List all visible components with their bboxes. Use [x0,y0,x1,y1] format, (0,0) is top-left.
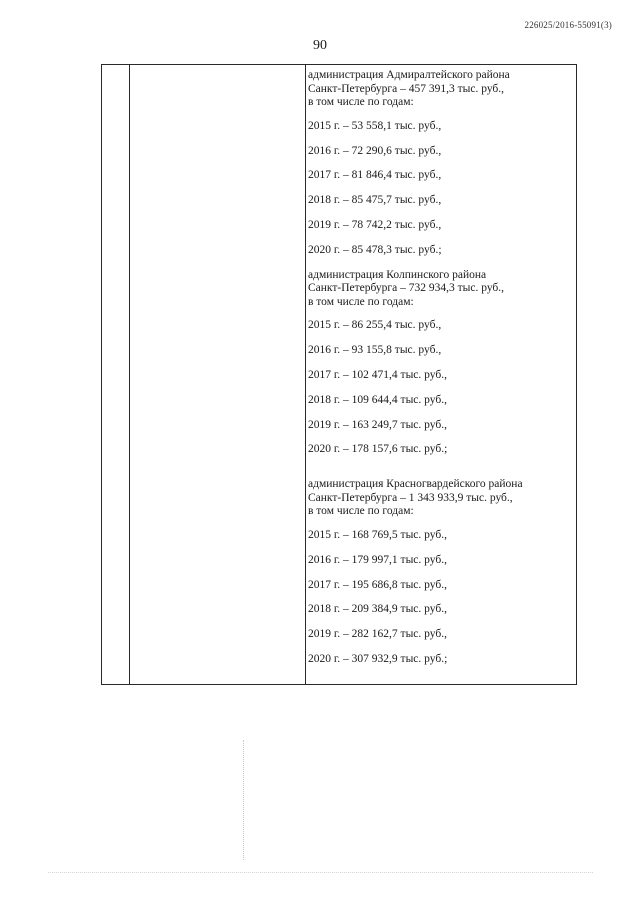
scan-artifact [243,740,245,860]
year-line: 2016 г. – 93 155,8 тыс. руб., [308,344,442,357]
district-group-kolpinsky [308,269,572,469]
district-header: администрация Колпинского района Санкт-Петербурга – 732 934,3 тыс. руб., в том числе по годам: [308,268,505,308]
year-line: 2018 г. – 109 644,4 тыс. руб., [308,393,447,406]
funding-table [101,64,577,685]
year-line: 2020 г. – 85 478,3 тыс. руб.; [308,243,442,256]
scan-artifact [48,872,593,873]
year-line: 2018 г. – 85 475,7 тыс. руб., [308,194,442,207]
funding-cell [308,69,572,678]
year-line: 2017 г. – 102 471,4 тыс. руб., [308,368,447,381]
year-line: 2017 г. – 81 846,4 тыс. руб., [308,169,442,182]
year-line: 2019 г. – 163 249,7 тыс. руб., [308,418,447,431]
column-divider [305,65,306,684]
district-header: администрация Красногвардейского района Санкт-Петербурга – 1 343 933,9 тыс. руб., в том числе по годам: [308,478,523,518]
document-id: 226025/2016-55091(3) [524,20,612,30]
year-line: 2016 г. – 179 997,1 тыс. руб., [308,553,447,566]
year-line: 2019 г. – 78 742,2 тыс. руб., [308,218,442,231]
year-line: 2020 г. – 178 157,6 тыс. руб.; [308,443,448,456]
year-line: 2015 г. – 168 769,5 тыс. руб., [308,528,447,541]
year-line: 2015 г. – 53 558,1 тыс. руб., [308,119,442,132]
page-number: 90 [313,38,327,53]
year-line: 2019 г. – 282 162,7 тыс. руб., [308,628,447,641]
year-line: 2016 г. – 72 290,6 тыс. руб., [308,144,442,157]
column-divider [129,65,130,684]
district-group-krasnogvardeysky [308,478,572,678]
year-line: 2020 г. – 307 932,9 тыс. руб.; [308,652,448,665]
year-line: 2018 г. – 209 384,9 тыс. руб., [308,603,447,616]
year-line: 2017 г. – 195 686,8 тыс. руб., [308,578,447,591]
district-group-admiralteysky [308,69,572,269]
year-line: 2015 г. – 86 255,4 тыс. руб., [308,319,442,332]
district-header: администрация Адмиралтейского района Санкт-Петербурга – 457 391,3 тыс. руб., в том числе по годам: [308,69,510,109]
